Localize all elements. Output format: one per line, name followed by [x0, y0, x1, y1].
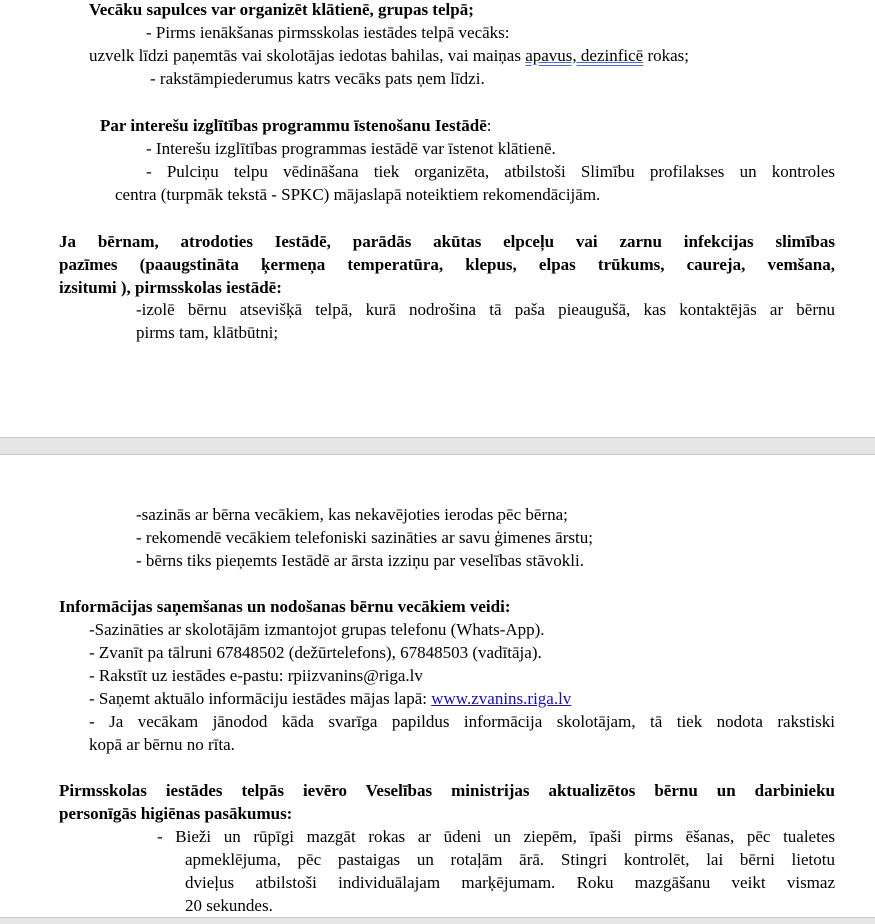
- illness-action-line: -sazinās ar bērna vecākiem, kas nekavējoties ierodas pēc bērna;: [136, 505, 568, 524]
- interest-line: centra (turpmāk tekstā - SPKC) mājaslapā noteiktiem rekomendācijām.: [115, 185, 601, 204]
- info-line: - Ja vecākam jānodod kāda svarīga papildus informācija skolotājam, tā tiek nodota rakstiski: [89, 712, 835, 731]
- hygiene-line: dvieļus atbilstoši individuālajam marķējumam. Roku mazgāšanu veikt vismaz: [185, 873, 835, 892]
- hygiene-line: apmeklējuma, pēc pastaigas un rotaļām ārā. Stingri kontrolēt, lai bērni lietotu: [185, 850, 835, 869]
- hygiene-line: - Bieži un rūpīgi mazgāt rokas ar ūdeni un ziepēm, īpaši pirms ēšanas, pēc tualetes: [157, 827, 835, 846]
- text-run: rokas;: [643, 46, 690, 65]
- heading-text: Par interešu izglītības programmu īstenošanu Iestādē: [100, 116, 487, 135]
- info-heading: Informācijas saņemšanas un nodošanas bērnu vecākiem veidi:: [59, 597, 511, 616]
- spellcheck-flagged-text: apavus, dezinficē: [525, 46, 644, 65]
- info-line: -Sazināties ar skolotājām izmantojot grupas telefonu (Whats-App).: [89, 620, 545, 639]
- hygiene-heading-line: personīgās higiēnas pasākumus:: [59, 804, 293, 823]
- meetings-line: - Pirms ienākšanas pirmsskolas iestādes telpā vecāks:: [146, 23, 510, 42]
- meetings-heading: Vecāku sapulces var organizēt klātienē, grupas telpā;: [89, 0, 474, 19]
- document-page-1: [0, 0, 875, 437]
- interest-heading: [100, 114, 492, 137]
- illness-action-line: - rekomendē vecākiem telefoniski sazināties ar savu ģimenes ārstu;: [136, 528, 593, 547]
- info-line: - Zvanīt pa tālruni 67848502 (dežūrtelefons), 67848503 (vadītāja).: [89, 643, 542, 662]
- meetings-line: [89, 44, 689, 67]
- illness-action-line: -izolē bērnu atsevišķā telpā, kurā nodrošina tā paša pieaugušā, kas kontaktējās ar bērnu: [136, 300, 835, 319]
- info-line: [89, 687, 571, 710]
- interest-line: - Interešu izglītības programmas iestādē var īstenot klātienē.: [146, 139, 556, 158]
- info-line: - Rakstīt uz iestādes e-pastu: rpiizvanins@riga.lv: [89, 666, 423, 685]
- page-break-gap: [0, 437, 875, 455]
- info-line: kopā ar bērnu no rīta.: [89, 735, 235, 754]
- illness-heading-line: pazīmes (paaugstināta ķermeņa temperatūra, klepus, elpas trūkums, caureja, vemšana,: [59, 255, 835, 274]
- interest-line: - Pulciņu telpu vēdināšana tiek organizēta, atbilstoši Slimību profilakses un kontroles: [146, 162, 835, 181]
- document-page-2: [0, 455, 875, 917]
- hygiene-line: 20 sekundes.: [185, 896, 273, 915]
- illness-action-line: pirms tam, klātbūtni;: [136, 323, 279, 342]
- illness-heading-line: Ja bērnam, atrodoties Iestādē, parādās akūtas elpceļu vai zarnu infekcijas slimības: [59, 232, 835, 251]
- page-break-gap: [0, 917, 875, 924]
- text-run: uzvelk līdzi paņemtās vai skolotājas iedotas bahilas, vai maiņas: [89, 46, 526, 65]
- illness-action-line: - bērns tiks pieņemts Iestādē ar ārsta izziņu par veselības stāvokli.: [136, 551, 584, 570]
- heading-colon: :: [486, 116, 492, 135]
- text-run: - Saņemt aktuālo informāciju iestādes mājas lapā:: [89, 689, 432, 708]
- hygiene-heading-line: Pirmsskolas iestādes telpās ievēro Veselības ministrijas aktualizētos bērnu un darbinieku: [59, 781, 835, 800]
- meetings-line: - rakstāmpiederumus katrs vecāks pats ņem līdzi.: [150, 69, 485, 88]
- website-link[interactable]: www.zvanins.riga.lv: [431, 689, 572, 708]
- illness-heading-line: izsitumi ), pirmsskolas iestādē:: [59, 278, 282, 297]
